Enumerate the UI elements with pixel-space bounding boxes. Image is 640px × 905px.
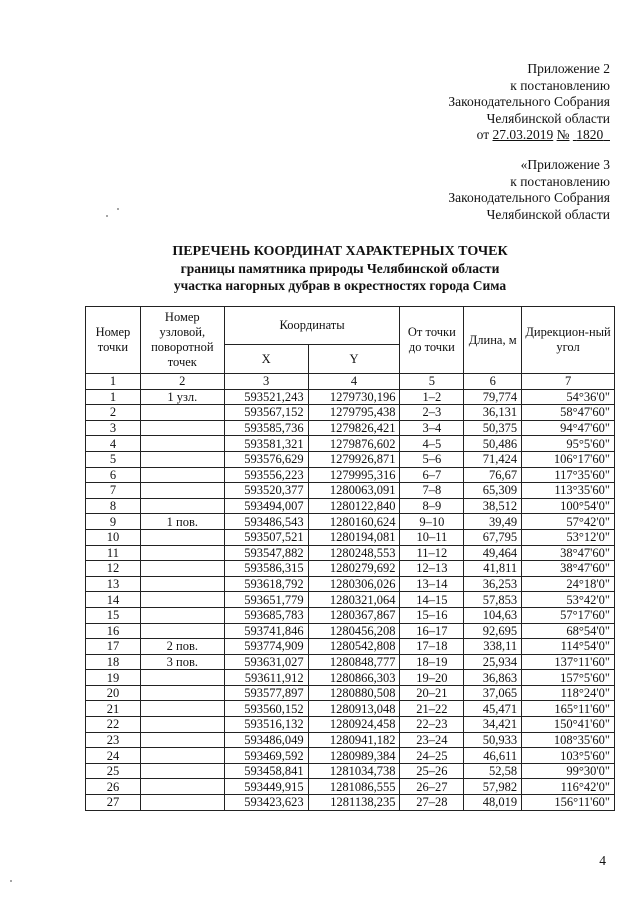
title-line-2: границы памятника природы Челябинской области xyxy=(180,261,500,276)
length-cell: 48,019 xyxy=(464,795,522,811)
length-cell: 92,695 xyxy=(464,623,522,639)
x-coordinate-cell: 593516,132 xyxy=(224,717,308,733)
angle-cell: 108°35'60" xyxy=(522,732,615,748)
y-coordinate-cell: 1280989,384 xyxy=(308,748,400,764)
node-type-cell xyxy=(140,576,224,592)
x-coordinate-cell: 593586,315 xyxy=(224,561,308,577)
length-cell: 65,309 xyxy=(464,483,522,499)
y-coordinate-cell: 1280279,692 xyxy=(308,561,400,577)
y-coordinate-cell: 1280848,777 xyxy=(308,654,400,670)
point-number-cell: 7 xyxy=(86,483,141,499)
table-row xyxy=(86,436,615,452)
node-type-cell: 3 пов. xyxy=(140,654,224,670)
length-cell: 36,253 xyxy=(464,576,522,592)
y-coordinate-cell: 1280924,458 xyxy=(308,717,400,733)
column-number: 7 xyxy=(522,374,615,390)
point-number-cell: 14 xyxy=(86,592,141,608)
title-line-1: ПЕРЕЧЕНЬ КООРДИНАТ ХАРАКТЕРНЫХ ТОЧЕК xyxy=(172,244,508,259)
x-coordinate-cell: 593567,152 xyxy=(224,405,308,421)
angle-cell: 38°47'60" xyxy=(522,545,615,561)
point-number-cell: 11 xyxy=(86,545,141,561)
length-cell: 76,67 xyxy=(464,467,522,483)
header-line: «Приложение 3 xyxy=(520,157,610,172)
x-coordinate-cell: 593585,736 xyxy=(224,420,308,436)
y-coordinate-cell: 1280941,182 xyxy=(308,732,400,748)
length-cell: 67,795 xyxy=(464,529,522,545)
column-number: 2 xyxy=(140,374,224,390)
segment-cell: 24–25 xyxy=(400,748,464,764)
table-row xyxy=(86,405,615,421)
header-line: к постановлению xyxy=(510,173,610,189)
document-title xyxy=(60,243,620,294)
angle-cell: 57°17'60" xyxy=(522,607,615,623)
x-coordinate-cell: 593774,909 xyxy=(224,639,308,655)
node-type-cell xyxy=(140,561,224,577)
segment-cell: 16–17 xyxy=(400,623,464,639)
header-node-number: Номер узловой, поворотной точек xyxy=(140,307,224,374)
x-coordinate-cell: 593520,377 xyxy=(224,483,308,499)
node-type-cell: 1 узл. xyxy=(140,389,224,405)
length-cell: 45,471 xyxy=(464,701,522,717)
angle-cell: 114°54'0" xyxy=(522,639,615,655)
x-coordinate-cell: 593423,623 xyxy=(224,795,308,811)
point-number-cell: 16 xyxy=(86,623,141,639)
node-type-cell xyxy=(140,405,224,421)
angle-cell: 157°5'60" xyxy=(522,670,615,686)
table-row xyxy=(86,748,615,764)
segment-cell: 20–21 xyxy=(400,685,464,701)
table-row xyxy=(86,529,615,545)
x-coordinate-cell: 593741,846 xyxy=(224,623,308,639)
header-from-to: От точки до точки xyxy=(400,307,464,374)
point-number-cell: 4 xyxy=(86,436,141,452)
table-row xyxy=(86,623,615,639)
column-number-row xyxy=(86,374,615,390)
segment-cell: 11–12 xyxy=(400,545,464,561)
table-row xyxy=(86,732,615,748)
header-line: Законодательного Собрания xyxy=(448,190,610,206)
y-coordinate-cell: 1280306,026 xyxy=(308,576,400,592)
point-number-cell: 17 xyxy=(86,639,141,655)
point-number-cell: 13 xyxy=(86,576,141,592)
angle-cell: 53°42'0" xyxy=(522,592,615,608)
angle-cell: 116°42'0" xyxy=(522,779,615,795)
segment-cell: 14–15 xyxy=(400,592,464,608)
point-number-cell: 23 xyxy=(86,732,141,748)
y-coordinate-cell: 1280367,867 xyxy=(308,607,400,623)
point-number-cell: 3 xyxy=(86,420,141,436)
node-type-cell xyxy=(140,685,224,701)
angle-cell: 165°11'60" xyxy=(522,701,615,717)
length-cell: 71,424 xyxy=(464,451,522,467)
appendix-header-2 xyxy=(448,157,610,223)
x-coordinate-cell: 593521,243 xyxy=(224,389,308,405)
angle-cell: 68°54'0" xyxy=(522,623,615,639)
segment-cell: 26–27 xyxy=(400,779,464,795)
number-prefix: № xyxy=(556,127,570,143)
header-point-number: Номер точки xyxy=(86,307,141,374)
table-row xyxy=(86,498,615,514)
table-row xyxy=(86,514,615,530)
angle-cell: 100°54'0" xyxy=(522,498,615,514)
table-row xyxy=(86,654,615,670)
node-type-cell xyxy=(140,607,224,623)
x-coordinate-cell: 593547,882 xyxy=(224,545,308,561)
y-coordinate-cell: 1281138,235 xyxy=(308,795,400,811)
table-row xyxy=(86,701,615,717)
point-number-cell: 20 xyxy=(86,685,141,701)
column-number: 5 xyxy=(400,374,464,390)
segment-cell: 25–26 xyxy=(400,763,464,779)
table-row xyxy=(86,639,615,655)
length-cell: 338,11 xyxy=(464,639,522,655)
y-coordinate-cell: 1279730,196 xyxy=(308,389,400,405)
length-cell: 36,863 xyxy=(464,670,522,686)
segment-cell: 17–18 xyxy=(400,639,464,655)
length-cell: 52,58 xyxy=(464,763,522,779)
node-type-cell xyxy=(140,498,224,514)
table-row xyxy=(86,420,615,436)
table-row xyxy=(86,592,615,608)
y-coordinate-cell: 1280456,208 xyxy=(308,623,400,639)
point-number-cell: 9 xyxy=(86,514,141,530)
node-type-cell xyxy=(140,623,224,639)
node-type-cell xyxy=(140,483,224,499)
length-cell: 79,774 xyxy=(464,389,522,405)
length-cell: 57,853 xyxy=(464,592,522,608)
length-cell: 50,933 xyxy=(464,732,522,748)
y-coordinate-cell: 1280542,808 xyxy=(308,639,400,655)
point-number-cell: 12 xyxy=(86,561,141,577)
x-coordinate-cell: 593618,792 xyxy=(224,576,308,592)
resolution-date: 27.03.2019 xyxy=(492,127,554,143)
segment-cell: 21–22 xyxy=(400,701,464,717)
y-coordinate-cell: 1279995,316 xyxy=(308,467,400,483)
table-row xyxy=(86,576,615,592)
length-cell: 49,464 xyxy=(464,545,522,561)
header-line: Челябинской области xyxy=(486,110,610,126)
point-number-cell: 19 xyxy=(86,670,141,686)
x-coordinate-cell: 593611,912 xyxy=(224,670,308,686)
resolution-number: 1820 xyxy=(576,127,604,143)
angle-cell: 95°5'60" xyxy=(522,436,615,452)
y-coordinate-cell: 1279795,438 xyxy=(308,405,400,421)
node-type-cell: 2 пов. xyxy=(140,639,224,655)
angle-cell: 99°30'0" xyxy=(522,763,615,779)
table-row xyxy=(86,545,615,561)
segment-cell: 10–11 xyxy=(400,529,464,545)
x-coordinate-cell: 593577,897 xyxy=(224,685,308,701)
y-coordinate-cell: 1280194,081 xyxy=(308,529,400,545)
y-coordinate-cell: 1280063,091 xyxy=(308,483,400,499)
header-coordinates: Координаты xyxy=(224,307,400,345)
x-coordinate-cell: 593581,321 xyxy=(224,436,308,452)
length-cell: 39,49 xyxy=(464,514,522,530)
node-type-cell xyxy=(140,779,224,795)
x-coordinate-cell: 593556,223 xyxy=(224,467,308,483)
segment-cell: 22–23 xyxy=(400,717,464,733)
point-number-cell: 18 xyxy=(86,654,141,670)
length-cell: 41,811 xyxy=(464,561,522,577)
x-coordinate-cell: 593494,007 xyxy=(224,498,308,514)
angle-cell: 58°47'60" xyxy=(522,405,615,421)
appendix-header xyxy=(448,61,610,144)
y-coordinate-cell: 1279926,871 xyxy=(308,451,400,467)
x-coordinate-cell: 593507,521 xyxy=(224,529,308,545)
segment-cell: 8–9 xyxy=(400,498,464,514)
length-cell: 50,486 xyxy=(464,436,522,452)
length-cell: 46,611 xyxy=(464,748,522,764)
scan-speck xyxy=(106,215,108,217)
table-row xyxy=(86,795,615,811)
segment-cell: 18–19 xyxy=(400,654,464,670)
node-type-cell xyxy=(140,748,224,764)
header-line: Челябинской области xyxy=(486,206,610,222)
column-number: 4 xyxy=(308,374,400,390)
node-type-cell: 1 пов. xyxy=(140,514,224,530)
angle-cell: 53°12'0" xyxy=(522,529,615,545)
table-row xyxy=(86,389,615,405)
point-number-cell: 27 xyxy=(86,795,141,811)
x-coordinate-cell: 593560,152 xyxy=(224,701,308,717)
y-coordinate-cell: 1281086,555 xyxy=(308,779,400,795)
node-type-cell xyxy=(140,545,224,561)
length-cell: 104,63 xyxy=(464,607,522,623)
point-number-cell: 25 xyxy=(86,763,141,779)
length-cell: 38,512 xyxy=(464,498,522,514)
segment-cell: 9–10 xyxy=(400,514,464,530)
header-line: Законодательного Собрания xyxy=(448,94,610,110)
angle-cell: 103°5'60" xyxy=(522,748,615,764)
table-row xyxy=(86,717,615,733)
segment-cell: 15–16 xyxy=(400,607,464,623)
header-x: X xyxy=(224,345,308,374)
point-number-cell: 26 xyxy=(86,779,141,795)
segment-cell: 2–3 xyxy=(400,405,464,421)
x-coordinate-cell: 593685,783 xyxy=(224,607,308,623)
node-type-cell xyxy=(140,795,224,811)
point-number-cell: 10 xyxy=(86,529,141,545)
length-cell: 25,934 xyxy=(464,654,522,670)
node-type-cell xyxy=(140,670,224,686)
point-number-cell: 8 xyxy=(86,498,141,514)
coordinates-table xyxy=(85,306,615,811)
table-body xyxy=(86,374,615,811)
point-number-cell: 2 xyxy=(86,405,141,421)
node-type-cell xyxy=(140,763,224,779)
angle-cell: 38°47'60" xyxy=(522,561,615,577)
table-row xyxy=(86,670,615,686)
y-coordinate-cell: 1280160,624 xyxy=(308,514,400,530)
header-angle: Дирекцион-ный угол xyxy=(522,307,615,374)
angle-cell: 24°18'0" xyxy=(522,576,615,592)
x-coordinate-cell: 593651,779 xyxy=(224,592,308,608)
x-coordinate-cell: 593486,049 xyxy=(224,732,308,748)
length-cell: 50,375 xyxy=(464,420,522,436)
table-row xyxy=(86,607,615,623)
point-number-cell: 15 xyxy=(86,607,141,623)
node-type-cell xyxy=(140,717,224,733)
angle-cell: 118°24'0" xyxy=(522,685,615,701)
page-number: 4 xyxy=(599,853,606,868)
table-row xyxy=(86,467,615,483)
point-number-cell: 21 xyxy=(86,701,141,717)
column-number: 3 xyxy=(224,374,308,390)
header-length: Длина, м xyxy=(464,307,522,374)
angle-cell: 150°41'60" xyxy=(522,717,615,733)
segment-cell: 23–24 xyxy=(400,732,464,748)
table-row xyxy=(86,561,615,577)
node-type-cell xyxy=(140,732,224,748)
angle-cell: 57°42'0" xyxy=(522,514,615,530)
node-type-cell xyxy=(140,467,224,483)
header-line: к постановлению xyxy=(510,77,610,93)
x-coordinate-cell: 593486,543 xyxy=(224,514,308,530)
point-number-cell: 6 xyxy=(86,467,141,483)
point-number-cell: 5 xyxy=(86,451,141,467)
node-type-cell xyxy=(140,451,224,467)
table-row xyxy=(86,779,615,795)
table-row xyxy=(86,685,615,701)
length-cell: 57,982 xyxy=(464,779,522,795)
angle-cell: 94°47'60" xyxy=(522,420,615,436)
date-prefix: от xyxy=(476,127,490,143)
segment-cell: 6–7 xyxy=(400,467,464,483)
y-coordinate-cell: 1279876,602 xyxy=(308,436,400,452)
y-coordinate-cell: 1280122,840 xyxy=(308,498,400,514)
y-coordinate-cell: 1281034,738 xyxy=(308,763,400,779)
node-type-cell xyxy=(140,701,224,717)
y-coordinate-cell: 1280880,508 xyxy=(308,685,400,701)
node-type-cell xyxy=(140,420,224,436)
scan-speck xyxy=(10,880,12,882)
point-number-cell: 1 xyxy=(86,389,141,405)
node-type-cell xyxy=(140,529,224,545)
table-row xyxy=(86,763,615,779)
table-row xyxy=(86,483,615,499)
resolution-date-line xyxy=(448,127,610,144)
segment-cell: 27–28 xyxy=(400,795,464,811)
x-coordinate-cell: 593576,629 xyxy=(224,451,308,467)
x-coordinate-cell: 593469,592 xyxy=(224,748,308,764)
header-line: Приложение 2 xyxy=(527,61,610,76)
segment-cell: 5–6 xyxy=(400,451,464,467)
point-number-cell: 22 xyxy=(86,717,141,733)
x-coordinate-cell: 593449,915 xyxy=(224,779,308,795)
x-coordinate-cell: 593458,841 xyxy=(224,763,308,779)
segment-cell: 3–4 xyxy=(400,420,464,436)
scan-speck xyxy=(117,208,119,210)
angle-cell: 113°35'60" xyxy=(522,483,615,499)
y-coordinate-cell: 1280248,553 xyxy=(308,545,400,561)
segment-cell: 7–8 xyxy=(400,483,464,499)
length-cell: 37,065 xyxy=(464,685,522,701)
angle-cell: 156°11'60" xyxy=(522,795,615,811)
segment-cell: 4–5 xyxy=(400,436,464,452)
y-coordinate-cell: 1280866,303 xyxy=(308,670,400,686)
x-coordinate-cell: 593631,027 xyxy=(224,654,308,670)
point-number-cell: 24 xyxy=(86,748,141,764)
y-coordinate-cell: 1280913,048 xyxy=(308,701,400,717)
header-y: Y xyxy=(308,345,400,374)
node-type-cell xyxy=(140,592,224,608)
segment-cell: 1–2 xyxy=(400,389,464,405)
angle-cell: 137°11'60" xyxy=(522,654,615,670)
length-cell: 34,421 xyxy=(464,717,522,733)
title-line-3: участка нагорных дубрав в окрестностях города Сима xyxy=(173,278,507,293)
segment-cell: 13–14 xyxy=(400,576,464,592)
angle-cell: 54°36'0" xyxy=(522,389,615,405)
y-coordinate-cell: 1280321,064 xyxy=(308,592,400,608)
length-cell: 36,131 xyxy=(464,405,522,421)
segment-cell: 19–20 xyxy=(400,670,464,686)
segment-cell: 12–13 xyxy=(400,561,464,577)
node-type-cell xyxy=(140,436,224,452)
angle-cell: 117°35'60" xyxy=(522,467,615,483)
angle-cell: 106°17'60" xyxy=(522,451,615,467)
table-row xyxy=(86,451,615,467)
column-number: 6 xyxy=(464,374,522,390)
y-coordinate-cell: 1279826,421 xyxy=(308,420,400,436)
column-number: 1 xyxy=(86,374,141,390)
